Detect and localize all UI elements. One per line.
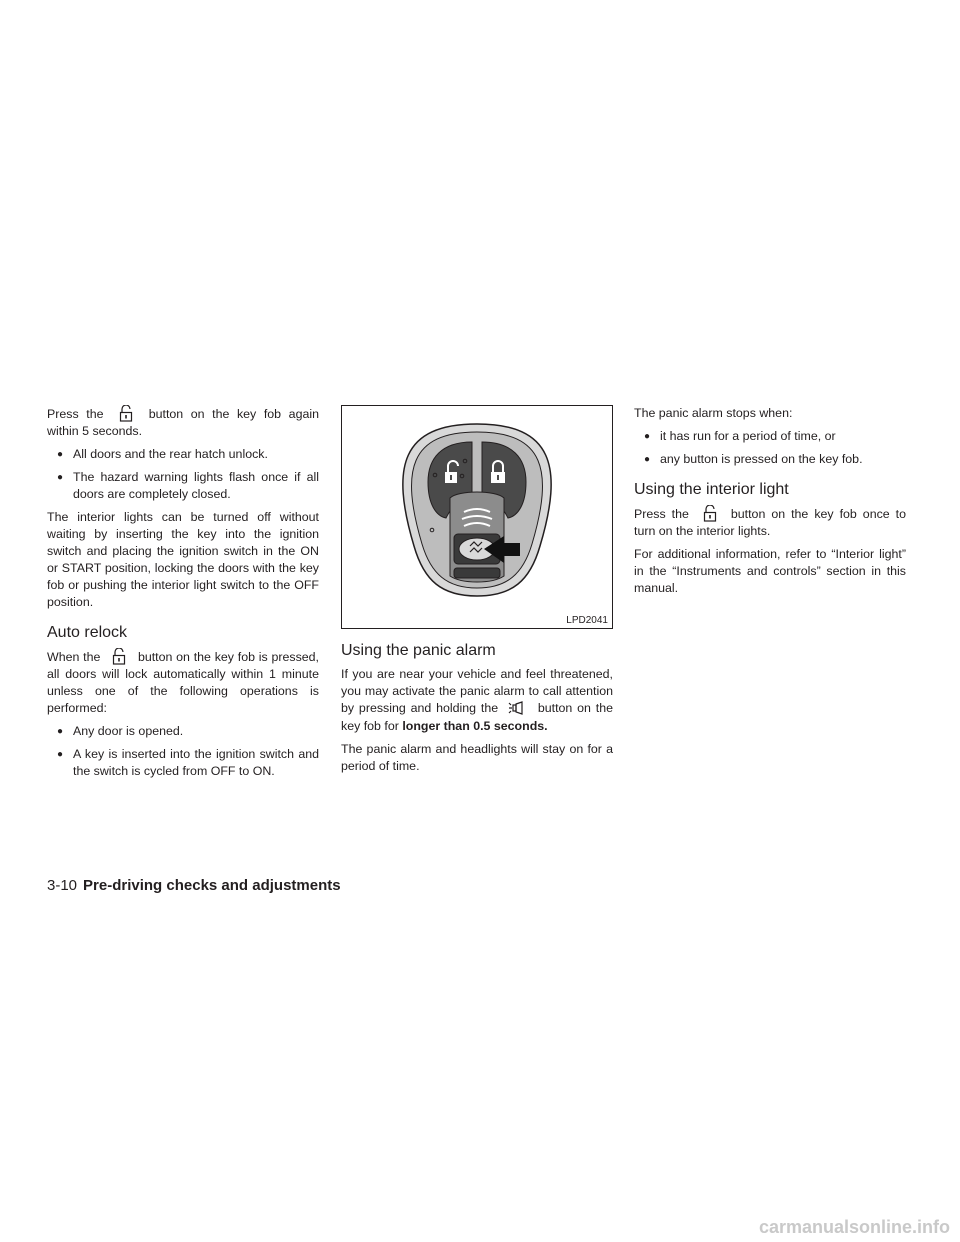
paragraph-panic-activate: If you are near your vehicle and feel threatened, you may activate the panic alarm to call attention by pressing and holding the button on the key fob for longer than 0.5 seconds. [341, 667, 613, 733]
paragraph-panic-duration: The panic alarm and headlights will stay on for a period of time. [341, 742, 613, 773]
heading-auto-relock: Auto relock [47, 624, 128, 641]
heading-interior-light: Using the interior light [634, 481, 789, 498]
list-item: ● All doors and the rear hatch unlock. [47, 446, 319, 463]
paragraph-reference: For additional information, refer to “Interior light” in the “Instruments and controls” section in this manual. [634, 547, 906, 595]
heading-panic-alarm: Using the panic alarm [341, 642, 496, 659]
paragraph-interior-lights-off: The interior lights can be turned off without waiting by inserting the key into the ignition switch and placing the ignition switch in the ON or START position, locking the doors with the key fob or pushing the interior light switch to the OFF position. [47, 510, 319, 609]
page-footer [47, 876, 341, 896]
key-fob-figure [341, 405, 613, 629]
list-item: ● Any door is opened. [47, 723, 319, 740]
key-fob-illustration [342, 406, 612, 628]
list-item: ● any button is pressed on the key fob. [634, 451, 906, 468]
unlock-icon [104, 648, 134, 665]
relock-exceptions-list [47, 723, 319, 780]
paragraph-auto-relock: When the button on the key fob is pressed, all doors will lock automatically within 1 minute unless one of the following operations is performed: [47, 650, 319, 715]
column-1 [47, 405, 319, 786]
watermark-link[interactable]: carmanualsonline.info [758, 1217, 950, 1237]
list-item: ● The hazard warning lights flash once if all doors are completely closed. [47, 469, 319, 503]
list-item: ● A key is inserted into the ignition switch and the switch is cycled from OFF to ON. [47, 746, 319, 780]
paragraph-panic-stops: The panic alarm stops when: [634, 406, 793, 420]
figure-code: LPD2041 [566, 615, 608, 626]
unlock-result-list [47, 446, 319, 503]
section-title: Pre-driving checks and adjustments [83, 877, 341, 894]
unlock-icon [695, 505, 725, 522]
paragraph-interior-light: Press the button on the key fob once to turn on the interior lights. [634, 507, 906, 538]
column-2 [341, 405, 613, 781]
panic-horn-icon [503, 701, 533, 718]
paragraph-press-unlock: Press the button on the key fob again within 5 seconds. [47, 407, 319, 438]
unlock-icon [111, 405, 141, 422]
panic-stops-list [634, 428, 906, 468]
list-item: ● it has run for a period of time, or [634, 428, 906, 445]
page-number: 3-10 [47, 877, 78, 894]
column-3 [634, 405, 906, 603]
